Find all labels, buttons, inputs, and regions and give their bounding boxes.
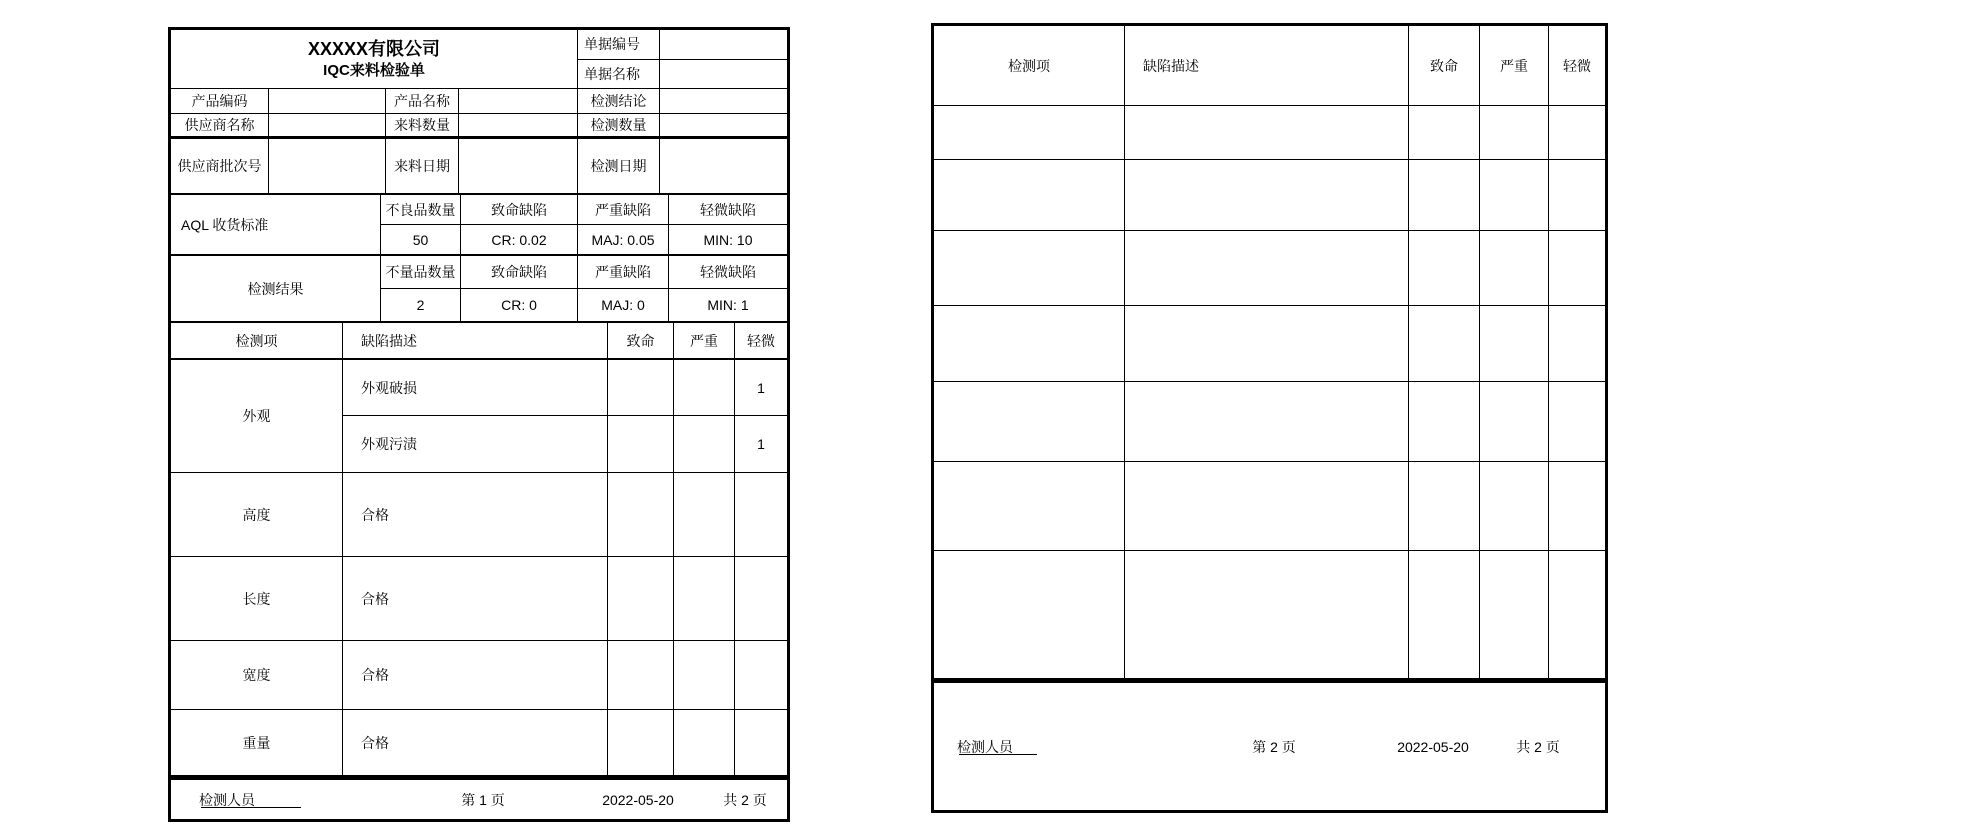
detail-group-height [171, 473, 787, 557]
item-cell [934, 106, 1125, 159]
header-critical: 致命 [1409, 26, 1480, 105]
inspector-label: 检测人员 [957, 738, 1013, 755]
minor-defect-value: MIN: 10 [703, 231, 753, 248]
title-cell [171, 30, 578, 88]
major-count [674, 416, 735, 472]
minor-cell [1549, 106, 1605, 159]
minor-defect-value: MIN: 1 [707, 297, 749, 313]
item-cell [934, 462, 1125, 550]
info-value [660, 89, 787, 113]
header-item: 检测项 [934, 26, 1125, 105]
header-critical: 致命 [608, 323, 674, 358]
info-row-product [171, 89, 787, 114]
header-minor: 轻微 [1563, 57, 1591, 74]
minor-cell [1549, 306, 1605, 381]
critical-defect-value: CR: 0 [461, 289, 578, 321]
desc-cell [1125, 382, 1409, 461]
defect-row [343, 641, 787, 709]
major-cell [1480, 382, 1549, 461]
info-value [269, 139, 386, 193]
info-value [459, 114, 578, 136]
defect-desc: 外观破损 [343, 360, 608, 415]
page-1 [168, 27, 790, 822]
critical-cell [1409, 306, 1480, 381]
page-number: 第 2 页 [1252, 738, 1296, 755]
doc-name-value [660, 60, 787, 89]
defect-qty-label: 不良品数量 [381, 195, 461, 224]
doc-name-label: 单据名称 [578, 60, 660, 89]
header-desc: 缺陷描述 [1125, 26, 1409, 105]
minor-cell [1549, 231, 1605, 305]
defect-desc: 合格 [343, 641, 608, 709]
defect-desc: 合格 [343, 710, 608, 775]
empty-row [934, 160, 1605, 231]
header-minor: 轻微 [747, 332, 775, 349]
empty-row [934, 382, 1605, 462]
footer-date: 2022-05-20 [1397, 738, 1469, 755]
doc-number-row [578, 30, 787, 60]
major-cell [1480, 231, 1549, 305]
item-cell [934, 160, 1125, 230]
desc-cell [1125, 551, 1409, 678]
major-defect-value: MAJ: 0.05 [578, 225, 669, 254]
info-value [269, 89, 386, 113]
info-label: 来料日期 [386, 139, 459, 193]
inspection-result-label: 检测结果 [171, 256, 381, 321]
defect-desc: 合格 [343, 557, 608, 640]
info-label: 检测结论 [578, 89, 660, 113]
defect-qty-value: 50 [381, 225, 461, 254]
major-cell [1480, 106, 1549, 159]
major-defect-label: 严重缺陷 [578, 195, 669, 224]
signature-line [959, 739, 1037, 755]
item-name: 重量 [171, 710, 343, 775]
major-count [674, 473, 735, 556]
minor-count: 1 [757, 436, 765, 452]
company-name: XXXXX有限公司 [307, 38, 441, 59]
defect-row [343, 360, 787, 416]
item-name: 高度 [171, 473, 343, 556]
critical-count [608, 360, 674, 415]
critical-cell [1409, 106, 1480, 159]
empty-row [934, 306, 1605, 382]
defect-desc: 外观污渍 [343, 416, 608, 472]
title-block [171, 30, 787, 89]
item-name: 外观 [171, 360, 343, 472]
major-defect-value: MAJ: 0 [578, 289, 669, 321]
major-defect-label: 严重缺陷 [578, 256, 669, 288]
detail-group-appearance [171, 360, 787, 473]
desc-cell [1125, 160, 1409, 230]
total-pages: 共 2 页 [723, 791, 767, 808]
inspector-label: 检测人员 [199, 791, 255, 808]
minor-cell [1549, 551, 1605, 678]
header-desc: 缺陷描述 [343, 323, 608, 358]
footer-date: 2022-05-20 [602, 791, 674, 808]
inspection-result-block [171, 256, 787, 323]
empty-row [934, 551, 1605, 678]
detail-group-width [171, 641, 787, 710]
critical-cell [1409, 231, 1480, 305]
header-major: 严重 [674, 323, 735, 358]
critical-count [608, 473, 674, 556]
minor-count: 1 [757, 379, 765, 396]
desc-cell [1125, 231, 1409, 305]
info-label: 来料数量 [386, 114, 459, 136]
detail-table-header [934, 26, 1605, 106]
info-label: 供应商批次号 [171, 139, 269, 193]
critical-cell [1409, 551, 1480, 678]
aql-standard-block [171, 195, 787, 256]
major-count [674, 710, 735, 775]
major-count [674, 557, 735, 640]
item-cell [934, 231, 1125, 305]
info-label: 检测数量 [578, 114, 660, 136]
defect-row [343, 710, 787, 775]
info-label: 产品编码 [171, 89, 269, 113]
item-cell [934, 382, 1125, 461]
detail-table-header [171, 323, 787, 360]
total-pages: 共 2 页 [1516, 738, 1560, 755]
item-cell [934, 551, 1125, 678]
detail-group-weight [171, 710, 787, 775]
doc-number-value [660, 30, 787, 59]
defect-row [343, 473, 787, 556]
empty-row [934, 106, 1605, 160]
major-cell [1480, 551, 1549, 678]
aql-standard-grid [381, 195, 787, 254]
info-value [459, 89, 578, 113]
info-label: 产品名称 [386, 89, 459, 113]
doc-number-label: 单据编号 [578, 30, 660, 59]
info-label: 检测日期 [578, 139, 660, 193]
info-value [459, 139, 578, 193]
critical-cell [1409, 160, 1480, 230]
major-cell [1480, 306, 1549, 381]
defect-qty-value: 2 [381, 289, 461, 321]
info-row-supplier [171, 114, 787, 139]
info-value [269, 114, 386, 136]
doc-name-row [578, 60, 787, 89]
critical-count [608, 710, 674, 775]
critical-defect-label: 致命缺陷 [461, 195, 578, 224]
inspection-result-grid [381, 256, 787, 321]
empty-row [934, 231, 1605, 306]
defect-row [343, 416, 787, 472]
item-name: 宽度 [171, 641, 343, 709]
desc-cell [1125, 106, 1409, 159]
minor-count [735, 641, 787, 709]
info-value [660, 114, 787, 136]
critical-cell [1409, 462, 1480, 550]
info-row-batch [171, 139, 787, 195]
item-cell [934, 306, 1125, 381]
detail-group-length [171, 557, 787, 641]
page2-footer [934, 678, 1605, 810]
major-cell [1480, 160, 1549, 230]
minor-count [735, 710, 787, 775]
info-value [660, 139, 787, 193]
empty-row [934, 462, 1605, 551]
minor-cell [1549, 462, 1605, 550]
signature-line [201, 792, 301, 808]
defect-qty-label: 不量品数量 [381, 256, 461, 288]
critical-count [608, 641, 674, 709]
minor-cell [1549, 160, 1605, 230]
minor-count [735, 557, 787, 640]
minor-defect-label: 轻微缺陷 [700, 201, 756, 218]
desc-cell [1125, 306, 1409, 381]
aql-standard-label: AQL 收货标准 [171, 195, 381, 254]
major-count [674, 360, 735, 415]
page1-footer [171, 775, 787, 819]
page-2 [931, 23, 1608, 813]
defect-desc: 合格 [343, 473, 608, 556]
form-title: IQC来料检验单 [323, 61, 425, 79]
critical-count [608, 557, 674, 640]
info-label: 供应商名称 [171, 114, 269, 136]
defect-row [343, 557, 787, 640]
doc-info-column [578, 30, 787, 88]
header-item: 检测项 [171, 323, 343, 358]
minor-defect-label: 轻微缺陷 [700, 264, 756, 280]
minor-count [735, 473, 787, 556]
critical-defect-value: CR: 0.02 [461, 225, 578, 254]
critical-defect-label: 致命缺陷 [461, 256, 578, 288]
desc-cell [1125, 462, 1409, 550]
critical-cell [1409, 382, 1480, 461]
page-number: 第 1 页 [461, 791, 505, 808]
item-name: 长度 [171, 557, 343, 640]
major-cell [1480, 462, 1549, 550]
minor-cell [1549, 382, 1605, 461]
critical-count [608, 416, 674, 472]
major-count [674, 641, 735, 709]
header-major: 严重 [1480, 26, 1549, 105]
